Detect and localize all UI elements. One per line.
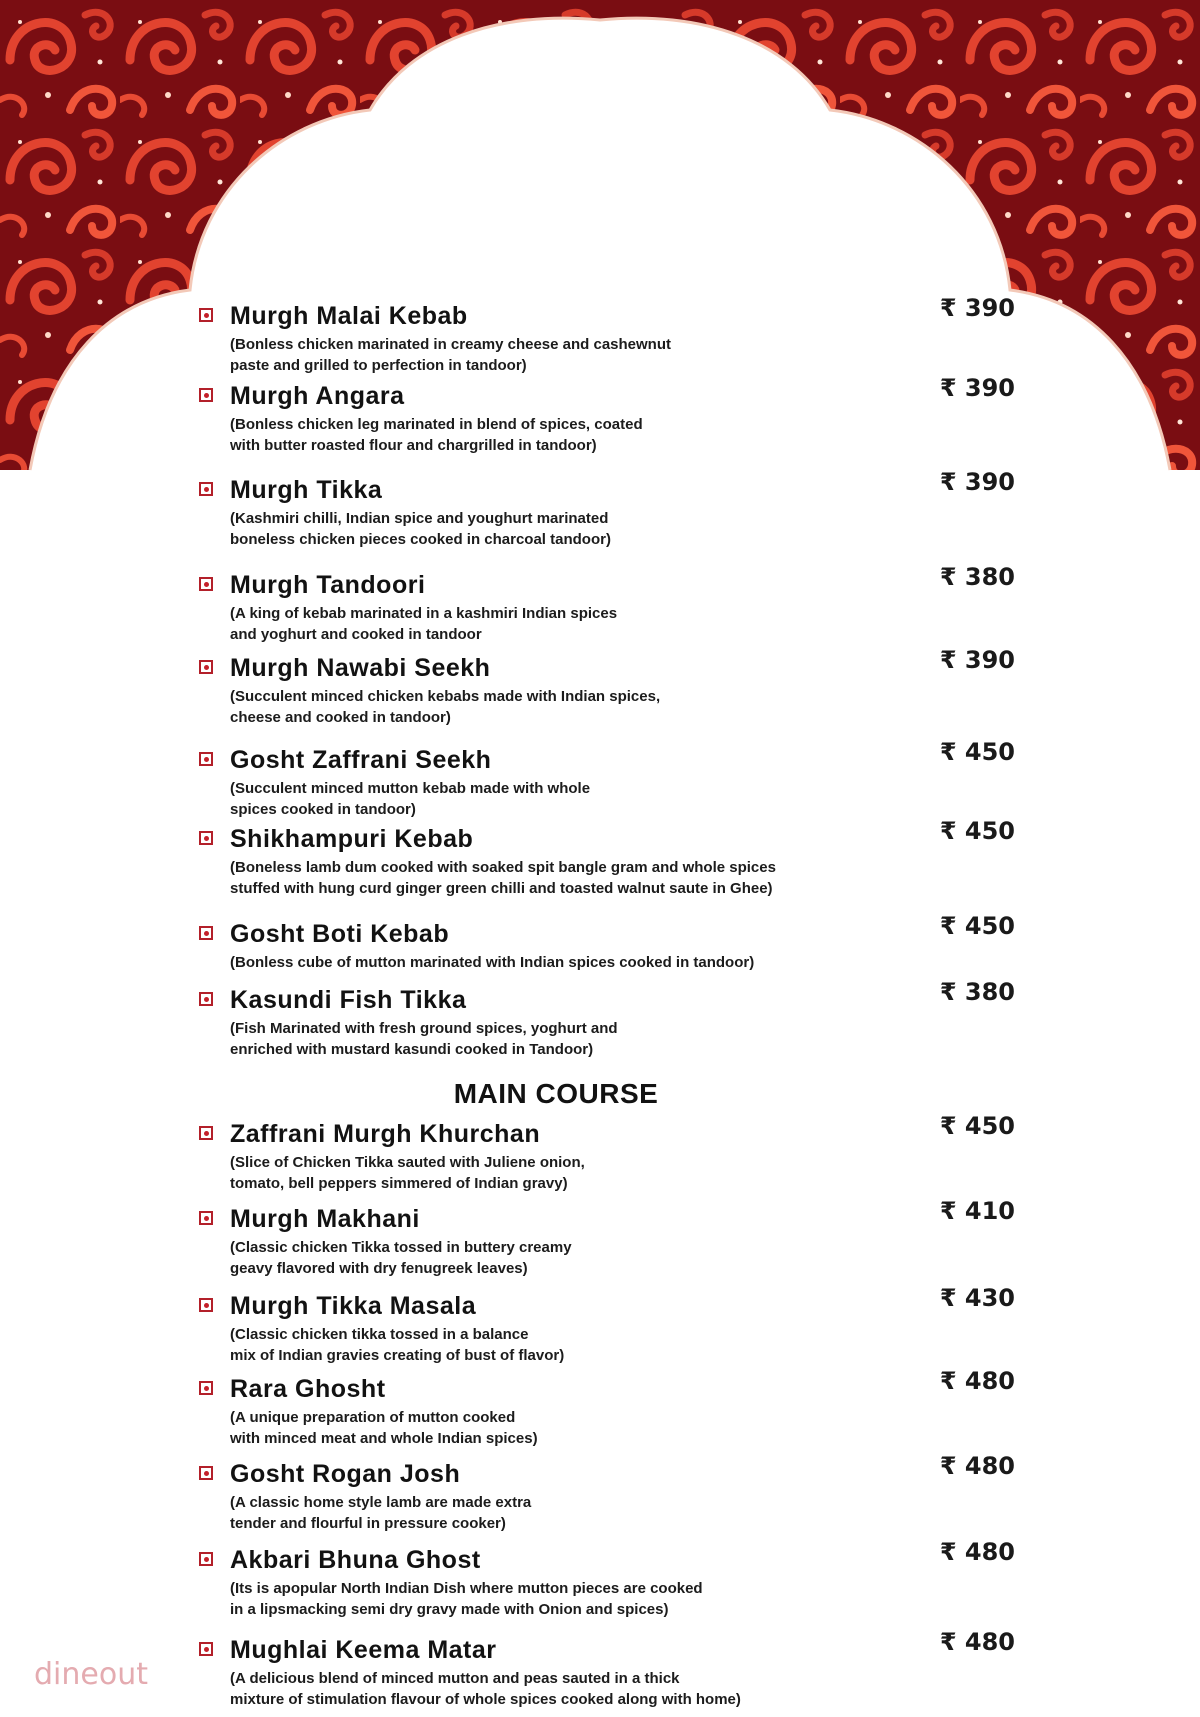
nonveg-mark-icon bbox=[199, 926, 213, 940]
item-description: (Succulent minced chicken kebabs made with Indian spices, cheese and cooked in tandoor) bbox=[230, 688, 661, 726]
item-name: Gosht Boti Kebab bbox=[230, 920, 450, 948]
nonveg-mark-icon bbox=[199, 992, 213, 1006]
item-description: (Boneless lamb dum cooked with soaked spit bangle gram and whole spices stuffed with hung curd ginger green chilli and toasted walnut saute in Ghee) bbox=[230, 859, 776, 897]
item-name: Murgh Angara bbox=[230, 382, 405, 410]
item-description: (Bonless cube of mutton marinated with Indian spices cooked in tandoor) bbox=[230, 954, 755, 971]
nonveg-mark-icon bbox=[199, 308, 213, 322]
item-price: ₹ 390 bbox=[939, 374, 1015, 402]
item-price: ₹ 380 bbox=[939, 978, 1015, 1006]
item-name: Murgh Nawabi Seekh bbox=[230, 654, 491, 682]
item-price: ₹ 480 bbox=[939, 1538, 1015, 1566]
item-description: (Bonless chicken leg marinated in blend of spices, coated with butter roasted flour and chargrilled in tandoor) bbox=[230, 416, 643, 454]
nonveg-mark-icon bbox=[199, 831, 213, 845]
item-name: Murgh Malai Kebab bbox=[230, 302, 468, 330]
item-name: Murgh Tikka Masala bbox=[230, 1292, 477, 1320]
nonveg-mark-icon bbox=[199, 752, 213, 766]
item-name: Murgh Tandoori bbox=[230, 571, 426, 599]
item-description: (A classic home style lamb are made extra tender and flourful in pressure cooker) bbox=[230, 1494, 532, 1532]
item-price: ₹ 430 bbox=[939, 1284, 1015, 1312]
nonveg-mark-icon bbox=[199, 577, 213, 591]
nonveg-mark-icon bbox=[199, 1381, 213, 1395]
dineout-watermark: dineout bbox=[34, 1657, 148, 1692]
item-price: ₹ 380 bbox=[939, 563, 1015, 591]
item-name: Kasundi Fish Tikka bbox=[230, 986, 467, 1014]
item-price: ₹ 410 bbox=[939, 1197, 1015, 1225]
item-name: Shikhampuri Kebab bbox=[230, 825, 474, 853]
item-description: (A delicious blend of minced mutton and peas sauted in a thick mixture of stimulation flavour of whole spices cooked along with home) bbox=[230, 1670, 741, 1708]
item-description: (Fish Marinated with fresh ground spices, yoghurt and enriched with mustard kasundi cooked in Tandoor) bbox=[230, 1020, 618, 1058]
nonveg-mark-icon bbox=[199, 482, 213, 496]
item-description: (A king of kebab marinated in a kashmiri Indian spices and yoghurt and cooked in tandoor bbox=[230, 605, 618, 643]
item-price: ₹ 480 bbox=[939, 1367, 1015, 1395]
item-price: ₹ 450 bbox=[939, 1112, 1015, 1140]
item-description: (Its is apopular North Indian Dish where mutton pieces are cooked in a lipsmacking semi dry gravy made with Onion and spices) bbox=[230, 1580, 703, 1618]
item-description: (Classic chicken tikka tossed in a balance mix of Indian gravies creating of bust of flavor) bbox=[230, 1326, 565, 1364]
nonveg-mark-icon bbox=[199, 388, 213, 402]
item-name: Mughlai Keema Matar bbox=[230, 1636, 497, 1664]
item-description: (Slice of Chicken Tikka sauted with Juliene onion, tomato, bell peppers simmered of Indian gravy) bbox=[230, 1154, 585, 1192]
item-description: (A unique preparation of mutton cooked with minced meat and whole Indian spices) bbox=[230, 1409, 538, 1447]
item-name: Gosht Zaffrani Seekh bbox=[230, 746, 492, 774]
item-name: Zaffrani Murgh Khurchan bbox=[230, 1120, 541, 1148]
nonveg-mark-icon bbox=[199, 1466, 213, 1480]
item-description: (Classic chicken Tikka tossed in buttery creamy geavy flavored with dry fenugreek leaves) bbox=[230, 1239, 572, 1277]
nonveg-mark-icon bbox=[199, 1298, 213, 1312]
nonveg-mark-icon bbox=[199, 660, 213, 674]
item-price: ₹ 390 bbox=[939, 294, 1015, 322]
nonveg-mark-icon bbox=[199, 1211, 213, 1225]
item-name: Murgh Tikka bbox=[230, 476, 383, 504]
item-price: ₹ 390 bbox=[939, 468, 1015, 496]
section-title-main-course: MAIN COURSE bbox=[453, 1078, 659, 1109]
item-name: Murgh Makhani bbox=[230, 1205, 420, 1233]
item-price: ₹ 480 bbox=[939, 1452, 1015, 1480]
nonveg-mark-icon bbox=[199, 1642, 213, 1656]
item-price: ₹ 480 bbox=[939, 1628, 1015, 1656]
nonveg-mark-icon bbox=[199, 1552, 213, 1566]
item-description: (Bonless chicken marinated in creamy cheese and cashewnut paste and grilled to perfection in tandoor) bbox=[230, 336, 672, 374]
item-price: ₹ 450 bbox=[939, 817, 1015, 845]
item-description: (Succulent minced mutton kebab made with whole spices cooked in tandoor) bbox=[230, 780, 591, 818]
item-price: ₹ 450 bbox=[939, 738, 1015, 766]
item-name: Gosht Rogan Josh bbox=[230, 1460, 461, 1488]
item-description: (Kashmiri chilli, Indian spice and youghurt marinated boneless chicken pieces cooked in charcoal tandoor) bbox=[230, 510, 611, 548]
item-price: ₹ 450 bbox=[939, 912, 1015, 940]
item-name: Rara Ghosht bbox=[230, 1375, 386, 1403]
nonveg-mark-icon bbox=[199, 1126, 213, 1140]
item-name: Akbari Bhuna Ghost bbox=[230, 1546, 481, 1574]
item-price: ₹ 390 bbox=[939, 646, 1015, 674]
